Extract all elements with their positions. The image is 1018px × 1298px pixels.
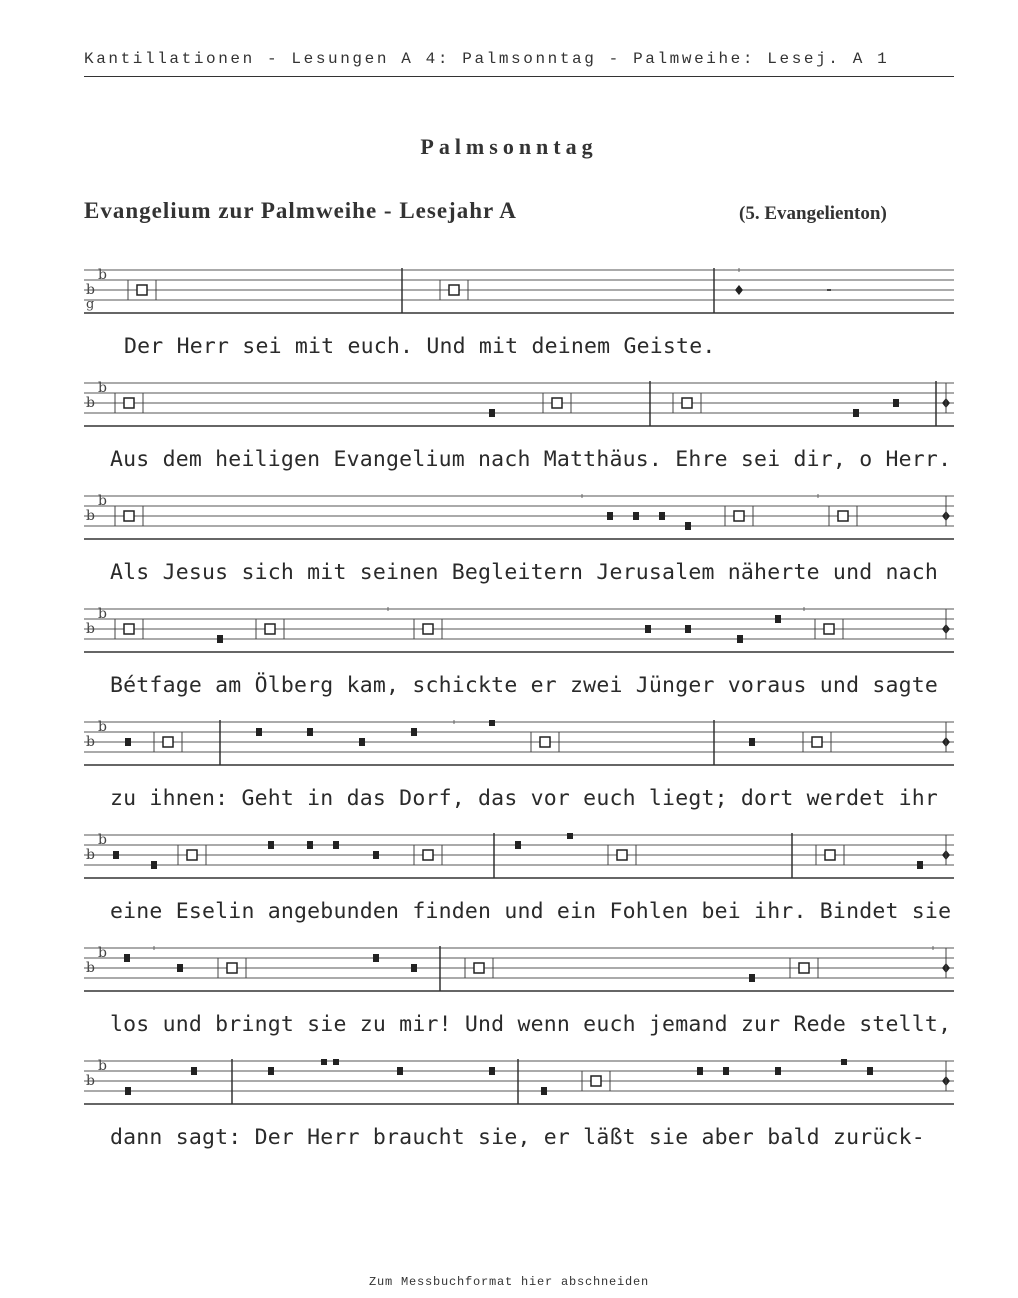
lyric-line: Bétfage am Ölberg kam, schickte er zwei Jünger voraus und sagte [110, 673, 939, 698]
lyric-line: zu ihnen: Geht in das Dorf, das vor euch liegt; dort werdet ihr [110, 786, 939, 811]
punctum-note [853, 409, 859, 417]
lyric-line: eine Eselin angebunden finden und ein Fohlen bei ihr. Bindet sie [110, 899, 952, 924]
flat-clef: b [86, 621, 95, 637]
punctum-note [125, 738, 131, 746]
flat-clef: b [98, 607, 107, 622]
cut-here-note: Zum Messbuchformat hier abschneiden [368, 1275, 650, 1289]
staff-lines [84, 720, 954, 766]
flat-clef: b [86, 960, 95, 976]
lyric-line: los und bringt sie zu mir! Und wenn euch jemand zur Rede stellt, [110, 1012, 952, 1037]
punctum-note [489, 720, 495, 726]
punctum-note [359, 738, 365, 746]
punctum-note [775, 615, 781, 623]
punctum-note [397, 1067, 403, 1075]
punctum-note [373, 954, 379, 962]
flat-clef: b [98, 268, 107, 283]
punctum-note [841, 1059, 847, 1065]
flat-clef: b [86, 1073, 95, 1089]
punctum-note [124, 954, 130, 962]
punctum-note [659, 512, 665, 520]
flat-clef: b [86, 508, 95, 524]
flat-clef: b [98, 494, 107, 509]
lyric-line: Der Herr sei mit euch. Und mit deinem Geiste. [124, 334, 716, 359]
header-rule [84, 76, 954, 77]
punctum-note [268, 1067, 274, 1075]
flat-clef: b [98, 1059, 107, 1074]
punctum-note [827, 289, 831, 291]
lyric-line: dann sagt: Der Herr braucht sie, er läßt sie aber bald zurück- [110, 1125, 925, 1150]
chant-staff [84, 946, 954, 986]
punctum-note [541, 1087, 547, 1095]
punctum-note [256, 728, 262, 736]
punctum-note [125, 1087, 131, 1095]
punctum-note [607, 512, 613, 520]
punctum-note [749, 738, 755, 746]
lyric-line: Als Jesus sich mit seinen Begleitern Jerusalem näherte und nach [110, 560, 939, 585]
punctum-note [321, 1059, 327, 1065]
chant-staff [84, 494, 954, 534]
punctum-note [867, 1067, 873, 1075]
staff-lines [84, 833, 954, 879]
final-note [735, 285, 743, 295]
g-clef: g [86, 297, 95, 312]
punctum-note [645, 625, 651, 633]
punctum-note [749, 974, 755, 982]
punctum-note [333, 1059, 339, 1065]
flat-clef: b [86, 282, 95, 298]
punctum-note [489, 409, 495, 417]
punctum-note [917, 861, 923, 869]
punctum-note [723, 1067, 729, 1075]
lyric-line: Aus dem heiligen Evangelium nach Matthäus. Ehre sei dir, o Herr. [110, 447, 952, 472]
punctum-note [307, 841, 313, 849]
punctum-note [113, 851, 119, 859]
staff-lines [84, 494, 954, 540]
punctum-note [411, 728, 417, 736]
flat-clef: b [98, 720, 107, 735]
punctum-note [775, 1067, 781, 1075]
flat-clef: b [86, 847, 95, 863]
punctum-note [268, 841, 274, 849]
punctum-note [307, 728, 313, 736]
flat-clef: b [86, 734, 95, 750]
staff-lines [84, 381, 954, 427]
punctum-note [697, 1067, 703, 1075]
staff-lines [84, 268, 954, 314]
punctum-note [177, 964, 183, 972]
punctum-note [151, 861, 157, 869]
punctum-note [489, 1067, 495, 1075]
flat-clef: b [86, 395, 95, 411]
flat-clef: b [98, 381, 107, 396]
punctum-note [411, 964, 417, 972]
punctum-note [217, 635, 223, 643]
flat-clef: b [98, 833, 107, 848]
punctum-note [685, 625, 691, 633]
staff-lines [84, 1059, 954, 1105]
punctum-note [515, 841, 521, 849]
reading-subtitle: Evangelium zur Palmweihe - Lesejahr A [84, 198, 517, 223]
staff-lines [84, 607, 954, 653]
punctum-note [333, 841, 339, 849]
chant-staff [84, 381, 954, 421]
punctum-note [373, 851, 379, 859]
page-title: Palmsonntag [420, 134, 598, 159]
punctum-note [893, 399, 899, 407]
staff-lines [84, 946, 954, 992]
running-header: Kantillationen - Lesungen A 4: Palmsonntag - Palmweihe: Lesej. A 1 [84, 50, 890, 68]
chant-staff [84, 833, 954, 873]
flat-clef: b [98, 946, 107, 961]
punctum-note [737, 635, 743, 643]
punctum-note [191, 1067, 197, 1075]
punctum-note [685, 522, 691, 530]
chant-staff [84, 268, 954, 312]
chant-staff [84, 1059, 954, 1099]
chant-staff [84, 720, 954, 760]
tone-label: (5. Evangelienton) [739, 203, 887, 224]
punctum-note [633, 512, 639, 520]
chant-staff [84, 607, 954, 647]
punctum-note [567, 833, 573, 839]
